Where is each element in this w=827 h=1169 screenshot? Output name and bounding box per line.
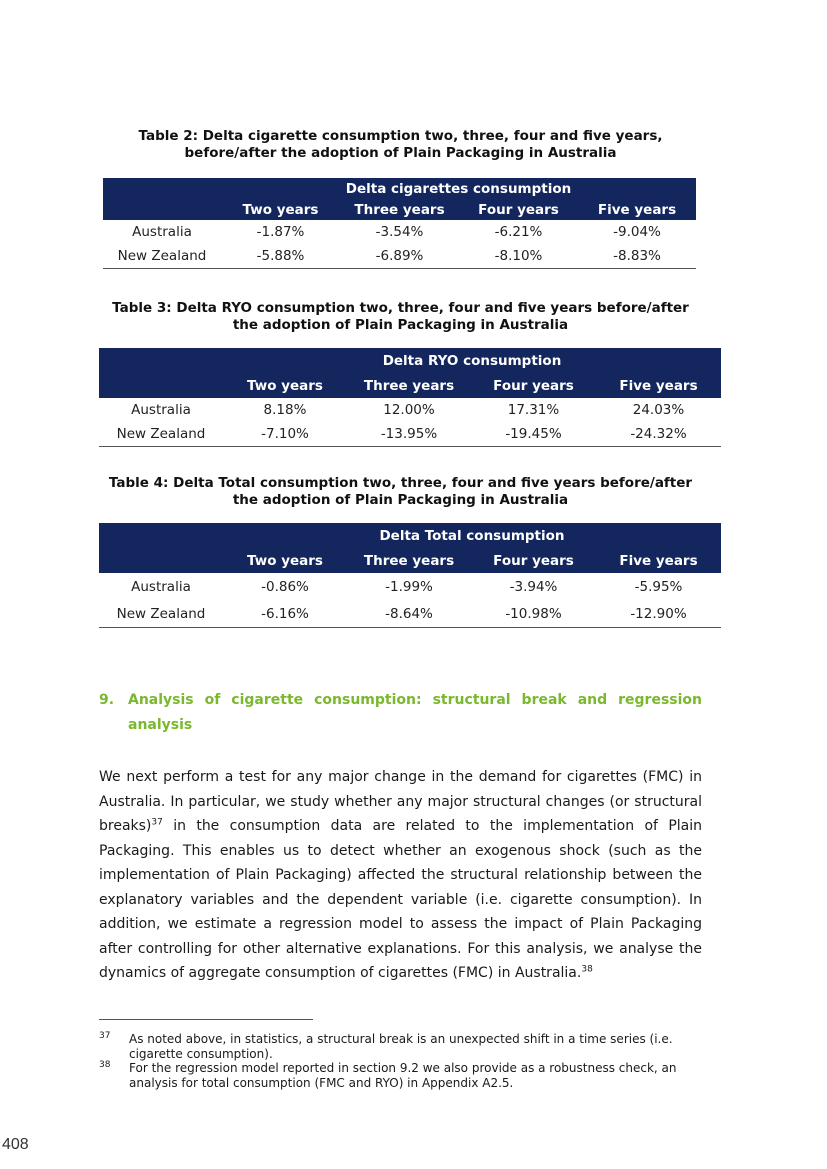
table-cell: -9.04%	[613, 224, 661, 240]
section-heading	[99, 688, 702, 738]
table3-caption-line1: Table 3: Delta RYO consumption two, three, four and five years before/after	[112, 300, 689, 316]
table3-caption	[99, 300, 702, 334]
footnote-number: 38	[99, 1060, 111, 1070]
footnote	[99, 1061, 702, 1090]
table3-col-header: Four years	[471, 373, 596, 398]
table4-col-header: Two years	[223, 548, 347, 573]
table4-col-header: Four years	[471, 548, 596, 573]
table-cell: -6.89%	[340, 244, 459, 269]
row-label: New Zealand	[99, 422, 223, 447]
row-label: Australia	[131, 578, 191, 595]
table2-caption-line2: before/after the adoption of Plain Packaging in Australia	[184, 145, 617, 161]
table-cell: -0.86%	[261, 578, 309, 595]
table2-col-header: Five years	[578, 199, 696, 220]
table4	[99, 523, 721, 628]
table3-header-spacer	[99, 373, 223, 398]
table-cell: -3.54%	[375, 224, 424, 240]
table2-caption-line1: Table 2: Delta cigarette consumption two, three, four and five years,	[138, 128, 663, 144]
table-cell: 8.18%	[263, 402, 307, 418]
row-label: New Zealand	[103, 244, 221, 269]
table-cell: -1.99%	[385, 578, 433, 595]
table-cell: -8.10%	[459, 244, 578, 269]
table-row	[99, 573, 721, 600]
table-cell: -13.95%	[347, 422, 471, 447]
section-number: 9.	[99, 692, 115, 708]
table4-caption-line2: the adoption of Plain Packaging in Australia	[232, 492, 569, 508]
footnote-number: 37	[99, 1031, 111, 1041]
page-number: 408	[2, 1136, 29, 1153]
table4-col-header: Three years	[347, 548, 471, 573]
table2-col-header: Two years	[221, 199, 340, 220]
table2-caption	[99, 128, 702, 162]
table-row	[99, 398, 721, 422]
table-cell: -6.16%	[223, 600, 347, 628]
table-cell: 24.03%	[632, 402, 685, 418]
table-cell: -7.10%	[223, 422, 347, 447]
table-cell: -12.90%	[596, 600, 721, 628]
table2-col-header: Four years	[459, 199, 578, 220]
table4-header-spacer	[99, 523, 223, 548]
table-row	[103, 244, 696, 269]
table3-caption-line2: the adoption of Plain Packaging in Australia	[232, 317, 569, 333]
footnote-text: As noted above, in statistics, a structural break is an unexpected shift in a time series (i.e. cigarette consumption).	[129, 1032, 673, 1061]
table2-group-header: Delta cigarettes consumption	[221, 178, 696, 199]
table4-group-header: Delta Total consumption	[223, 523, 721, 548]
table2-header-spacer	[103, 178, 221, 199]
table-cell: -5.95%	[634, 578, 683, 595]
table-row	[99, 422, 721, 447]
table4-caption	[99, 475, 702, 509]
table-cell: -6.21%	[494, 224, 543, 240]
table3-col-header: Three years	[347, 373, 471, 398]
table-cell: -24.32%	[596, 422, 721, 447]
table-cell: -5.88%	[221, 244, 340, 269]
table2	[103, 178, 696, 269]
table3-col-header: Five years	[596, 373, 721, 398]
row-label: New Zealand	[99, 600, 223, 628]
table3-col-header: Two years	[223, 373, 347, 398]
table4-col-header: Five years	[596, 548, 721, 573]
table-cell: 12.00%	[383, 402, 435, 418]
section-title: Analysis of cigarette consumption: structural break and regression analysis	[128, 692, 702, 733]
table3-group-header: Delta RYO consumption	[223, 348, 721, 373]
table-cell: -1.87%	[256, 224, 305, 240]
table-row	[99, 600, 721, 628]
table2-header-spacer	[103, 199, 221, 220]
footnote	[99, 1032, 702, 1061]
table-row	[103, 220, 696, 244]
table-cell: -19.45%	[471, 422, 596, 447]
table3-header-spacer	[99, 348, 223, 373]
table-cell: -8.64%	[347, 600, 471, 628]
table-cell: -3.94%	[509, 578, 558, 595]
table3	[99, 348, 721, 447]
table-cell: -8.83%	[578, 244, 696, 269]
footnote-divider	[99, 1019, 313, 1020]
row-label: Australia	[131, 402, 191, 418]
table4-header-spacer	[99, 548, 223, 573]
row-label: Australia	[132, 224, 192, 240]
table-cell: 17.31%	[507, 402, 560, 418]
table2-col-header: Three years	[340, 199, 459, 220]
body-paragraph	[99, 765, 702, 986]
footnote-ref-37: 37	[151, 817, 163, 828]
footnote-ref-38: 38	[581, 964, 593, 975]
body-text-part1: We next perform a test for any major change in the demand for cigarettes (FMC) in Australia. In particular, we study whether any major structural changes (or structural breaks)	[99, 769, 702, 834]
table-cell: -10.98%	[471, 600, 596, 628]
footnote-text: For the regression model reported in section 9.2 we also provide as a robustness check, an analysis for total consumption (FMC and RYO) in Appendix A2.5.	[129, 1061, 677, 1090]
body-text-part2: in the consumption data are related to the implementation of Plain Packaging. This enables us to detect whether an exogenous shock (such as the implementation of Plain Packaging) affected the structural relationship between the explanatory variables and the dependent variable (i.e. cigarette consumption). In addition, we estimate a regression model to assess the impact of Plain Packaging after controlling for other alternative explanations. For this analysis, we analyse the dynamics of aggregate consumption of cigarettes (FMC) in Australia.	[99, 818, 702, 981]
table4-caption-line1: Table 4: Delta Total consumption two, three, four and five years before/after	[108, 475, 693, 491]
